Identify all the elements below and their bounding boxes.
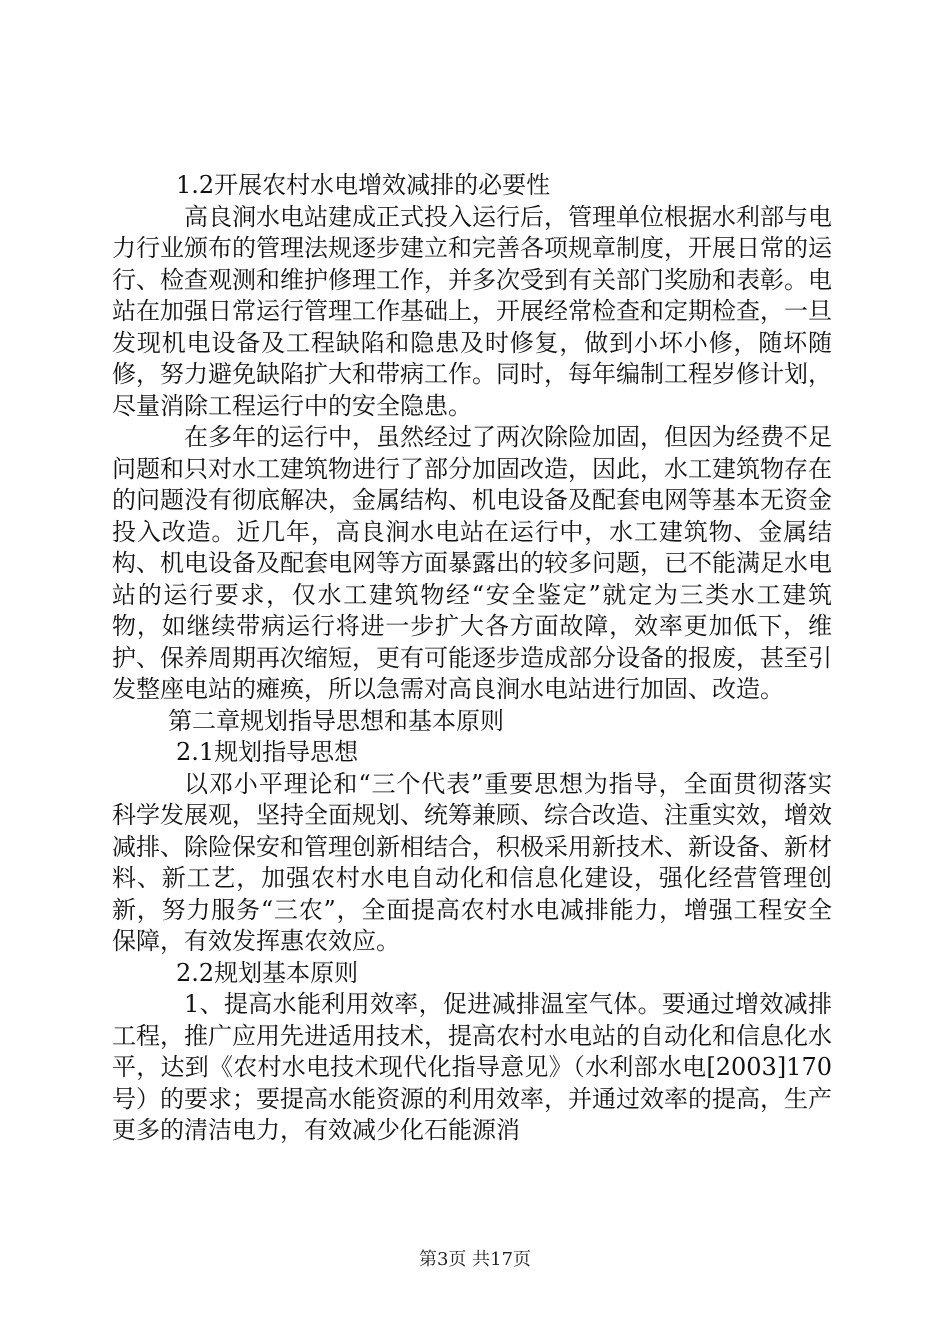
paragraph-2: 在多年的运行中，虽然经过了两次除险加固，但因为经费不足问题和只对水工建筑物进行了部分加固改造，因此，水工建筑物存在的问题没有彻底解决，金属结构、机电设备及配套电网等基本无资金投入改造。近几年，高良涧水电站在运行中，水工建筑物、金属结构、机电设备及配套电网等方面暴露出的较多问题，已不能满足水电站的运行要求，仅水工建筑物经“安全鉴定”就定为三类水工建筑物，如继续带病运行将进一步扩大各方面故障，效率更加低下，维护、保养周期再次缩短，更有可能逐步造成部分设备的报废，甚至引发整座电站的瘫痪，所以急需对高良涧水电站进行加固、改造。 [112, 423, 832, 703]
section-heading-2-1: 2.1规划指导思想 [176, 738, 359, 766]
page-footer: 第3页 共17页 [418, 1249, 532, 1270]
paragraph-3: 以邓小平理论和“三个代表”重要思想为指导，全面贯彻落实科学发展观，坚持全面规划、统筹兼顾、综合改造、注重实效，增效减排、除险保安和管理创新相结合，积极采用新技术、新设备、新材料、新工艺，加强农村水电自动化和信息化建设，强化经营管理创新，努力服务“三农”，全面提高农村水电减排能力，增强工程安全保障，有效发挥惠农效应。 [112, 769, 832, 955]
section-heading-2-2: 2.2规划基本原则 [176, 958, 359, 987]
chapter-heading-2: 第二章规划指导思想和基本原则 [168, 706, 504, 735]
paragraph-4: 1、提高水能利用效率，促进减排温室气体。要通过增效减排工程，推广应用先进适用技术，提高农村水电站的自动化和信息化水平，达到《农村水电技术现代化指导意见》（水利部水电[2003]170号）的要求；要提高水能资源的利用效率，并通过效率的提高，生产更多的清洁电力，有效减少化石能源消 [112, 990, 832, 1144]
section-heading-1-2: 1.2开展农村水电增效减排的必要性 [176, 171, 551, 199]
paragraph-1: 高良涧水电站建成正式投入运行后，管理单位根据水利部与电力行业颁布的管理法规逐步建立和完善各项规章制度，开展日常的运行、检查观测和维护修理工作，并多次受到有关部门奖励和表彰。电站在加强日常运行管理工作基础上，开展经常检查和定期检查，一旦发现机电设备及工程缺陷和隐患及时修复，做到小坏小修，随坏随修，努力避免缺陷扩大和带病工作。同时，每年编制工程岁修计划，尽量消除工程运行中的安全隐患。 [112, 202, 832, 420]
document-body [112, 170, 832, 1147]
